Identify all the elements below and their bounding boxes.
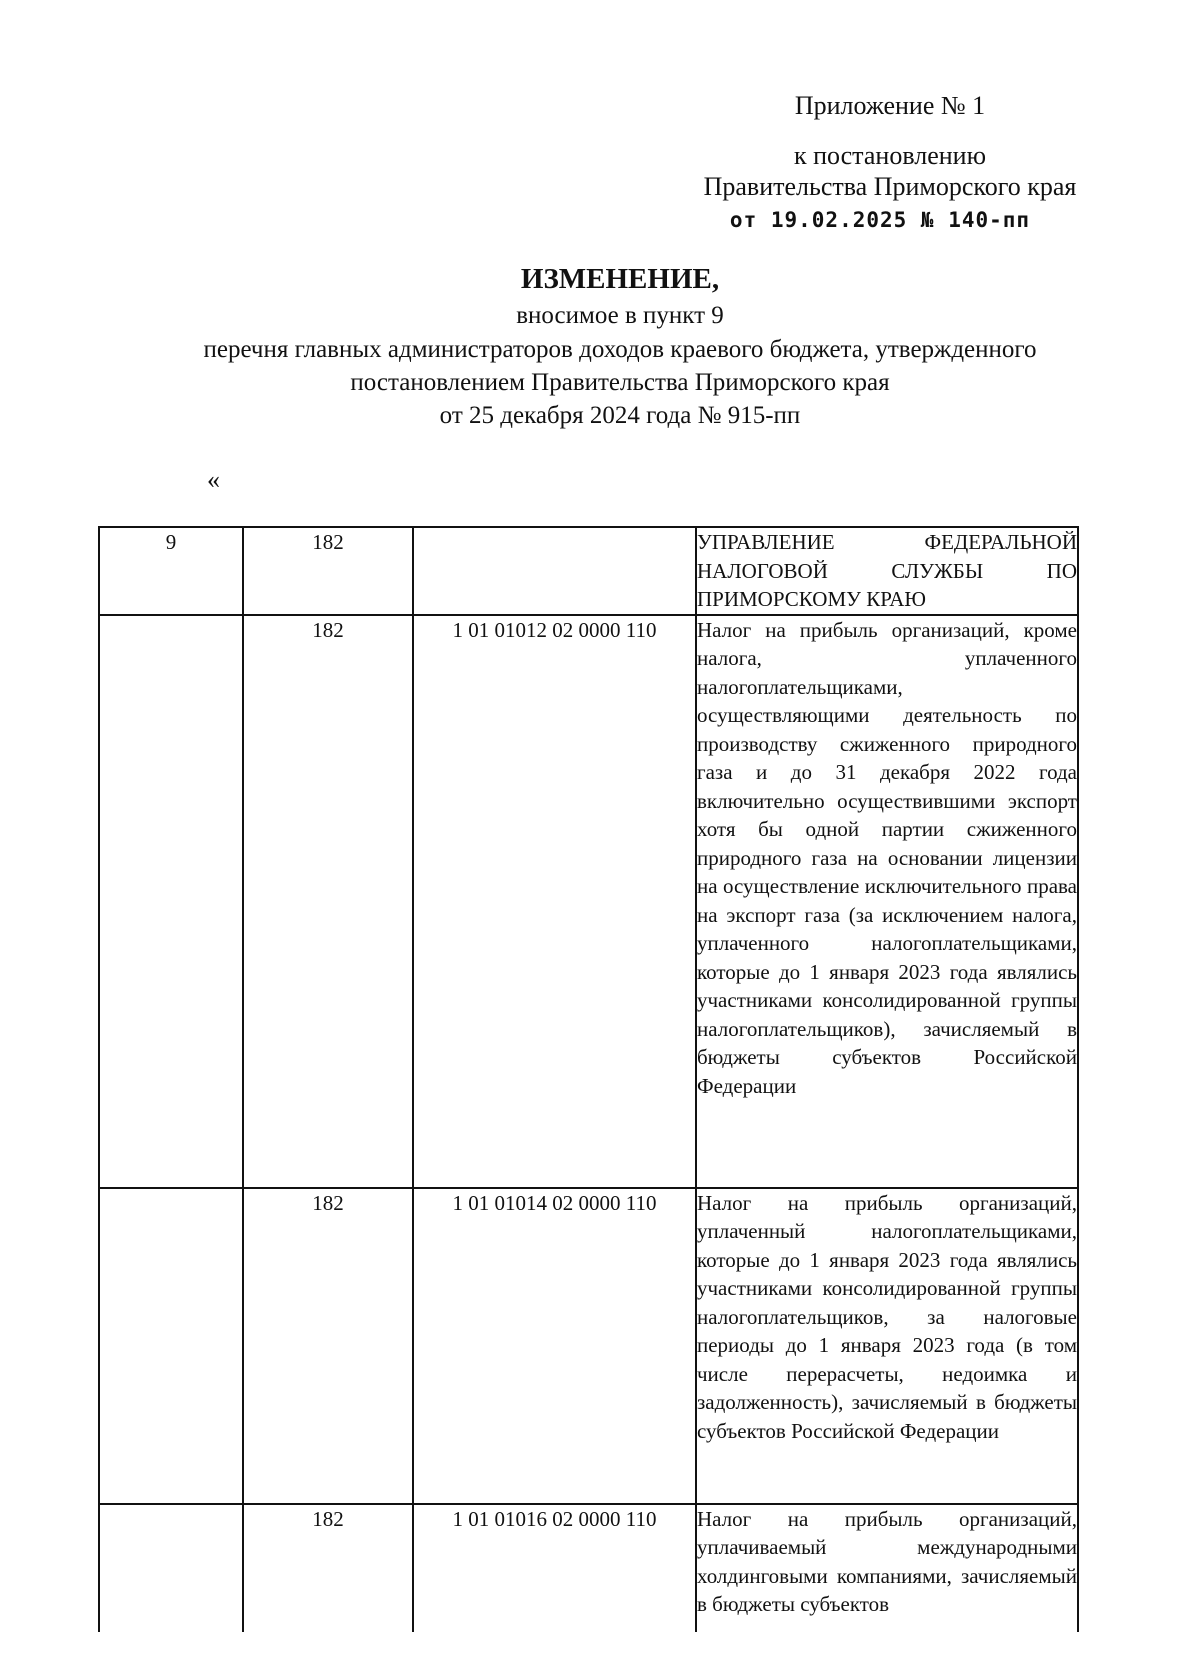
document-subtitle: вносимое в пункт 9 bbox=[516, 302, 724, 329]
appendix-title: Приложение № 1 bbox=[794, 91, 986, 120]
appendix-line: к постановлению bbox=[793, 141, 987, 170]
row-number-cell bbox=[99, 1504, 243, 1632]
budget-code-cell bbox=[413, 527, 696, 615]
document-subtitle: перечня главных администраторов доходов краевого бюджета, утвержденного bbox=[203, 336, 1037, 363]
description-cell: Налог на прибыль организаций, уплаченный налогоплательщиками, которые до 1 января 2023 года являлись участниками консолидированной группы налогоплательщиков, за налоговые периоды до 1 января 2023 года (в том числе перерасчеты, недоимка и задолженность), зачисляемый в бюджеты субъектов Российской Федерации bbox=[696, 1188, 1078, 1504]
budget-code-cell: 1 01 01014 02 0000 110 bbox=[413, 1188, 696, 1504]
budget-code-cell: 1 01 01016 02 0000 110 bbox=[413, 1504, 696, 1632]
table-row bbox=[99, 1188, 1078, 1504]
row-number-cell bbox=[99, 615, 243, 1188]
document-subtitle: постановлением Правительства Приморского края bbox=[350, 369, 890, 396]
document-subtitle: от 25 декабря 2024 года № 915-пп bbox=[439, 402, 801, 429]
row-number-cell: 9 bbox=[99, 527, 243, 615]
document-title: ИЗМЕНЕНИЕ, bbox=[520, 263, 720, 295]
description-cell: УПРАВЛЕНИЕ ФЕДЕРАЛЬНОЙ НАЛОГОВОЙ СЛУЖБЫ ПО ПРИМОРСКОМУ КРАЮ bbox=[696, 527, 1078, 615]
admin-code-cell: 182 bbox=[243, 1504, 413, 1632]
description-cell: Налог на прибыль организаций, кроме налога, уплаченного налогоплательщиками, осуществляющими деятельность по производству сжиженного природного газа и до 31 декабря 2022 года включительно осуществившими экспорт хотя бы одной партии сжиженного природного газа на основании лицензии на осуществление исключительного права на экспорт газа (за исключением налога, уплаченного налогоплательщиками, которые до 1 января 2023 года являлись участниками консолидированной группы налогоплательщиков), зачисляемый в бюджеты субъектов Российской Федерации bbox=[696, 615, 1078, 1188]
admin-code-cell: 182 bbox=[243, 615, 413, 1188]
row-number-cell bbox=[99, 1188, 243, 1504]
budget-code-cell: 1 01 01012 02 0000 110 bbox=[413, 615, 696, 1188]
revenue-administrators-table bbox=[98, 526, 1079, 1632]
table-row bbox=[99, 1504, 1078, 1632]
appendix-line: Правительства Приморского края bbox=[703, 172, 1077, 201]
appendix-stamp-number: от 19.02.2025 № 140-пп bbox=[729, 208, 1031, 232]
table-row bbox=[99, 615, 1078, 1188]
table-row bbox=[99, 527, 1078, 615]
opening-quote-mark: « bbox=[207, 465, 220, 494]
admin-code-cell: 182 bbox=[243, 527, 413, 615]
description-cell: Налог на прибыль организаций, уплачиваемый международными холдинговыми компаниями, зачисляемый в бюджеты субъектов bbox=[696, 1504, 1078, 1632]
admin-code-cell: 182 bbox=[243, 1188, 413, 1504]
